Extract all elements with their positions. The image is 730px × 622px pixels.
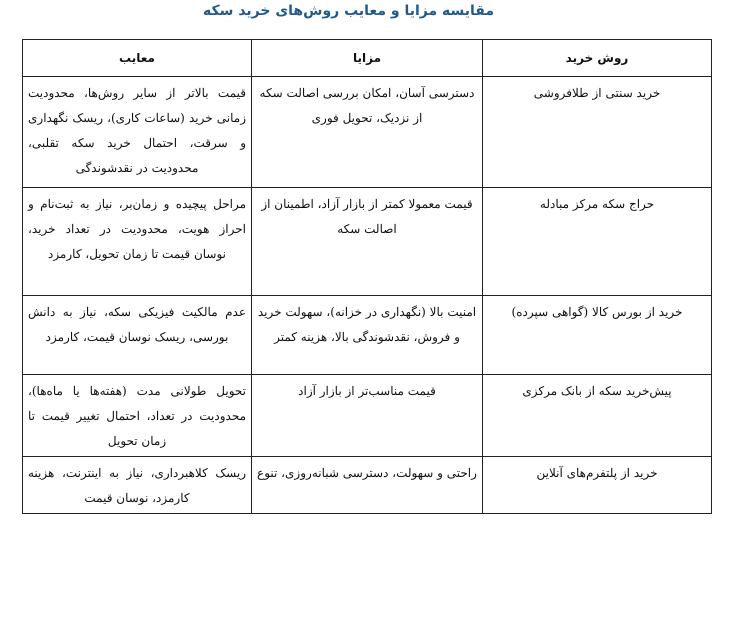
cell-disadvantages: عدم مالکیت فیزیکی سکه، نیاز به دانش بورسی، ریسک نوسان قیمت، کارمزد bbox=[23, 296, 252, 375]
cell-advantages: دسترسی آسان، امکان بررسی اصالت سکه از نزدیک، تحویل فوری bbox=[252, 77, 483, 188]
cell-advantages: امنیت بالا (نگهداری در خزانه)، سهولت خرید و فروش، نقدشوندگی بالا، هزینه کمتر bbox=[252, 296, 483, 375]
cell-method: خرید از بورس کالا (گواهی سپرده) bbox=[483, 296, 712, 375]
cell-disadvantages: ریسک کلاهبرداری، نیاز به اینترنت، هزینه کارمزد، نوسان قیمت bbox=[23, 457, 252, 514]
cell-method: خرید سنتی از طلافروشی bbox=[483, 77, 712, 188]
header-method: روش خرید bbox=[483, 40, 712, 77]
cell-method: خرید از پلتفرم‌های آنلاین bbox=[483, 457, 712, 514]
cell-advantages: قیمت معمولا کمتر از بازار آزاد، اطمینان از اصالت سکه bbox=[252, 188, 483, 296]
table-row bbox=[23, 188, 712, 296]
table-row bbox=[23, 457, 712, 514]
cell-disadvantages: قیمت بالاتر از سایر روش‌ها، محدودیت زمانی خرید (ساعات کاری)، ریسک نگهداری و سرقت، احتمال خرید سکه تقلبی، محدودیت در نقدشوندگی bbox=[23, 77, 252, 188]
table-header-row bbox=[23, 40, 712, 77]
cell-method: پیش‌خرید سکه از بانک مرکزی bbox=[483, 375, 712, 457]
comparison-table-container bbox=[22, 39, 711, 514]
cell-method: حراج سکه مرکز مبادله bbox=[483, 188, 712, 296]
cell-advantages: راحتی و سهولت، دسترسی شبانه‌روزی، تنوع bbox=[252, 457, 483, 514]
cell-disadvantages: مراحل پیچیده و زمان‌بر، نیاز به ثبت‌نام و احراز هویت، محدودیت در تعداد خرید، نوسان قیمت تا زمان تحویل، کارمزد bbox=[23, 188, 252, 296]
page-title: مقایسه مزایا و معایب روش‌های خرید سکه bbox=[203, 3, 494, 19]
cell-disadvantages: تحویل طولانی مدت (هفته‌ها یا ماه‌ها)، محدودیت در تعداد، احتمال تغییر قیمت تا زمان تحویل bbox=[23, 375, 252, 457]
cell-advantages: قیمت مناسب‌تر از بازار آزاد bbox=[252, 375, 483, 457]
table-row bbox=[23, 296, 712, 375]
header-disadvantages: معایب bbox=[23, 40, 252, 77]
comparison-table bbox=[22, 39, 712, 514]
header-advantages: مزایا bbox=[252, 40, 483, 77]
table-row bbox=[23, 375, 712, 457]
table-row bbox=[23, 77, 712, 188]
